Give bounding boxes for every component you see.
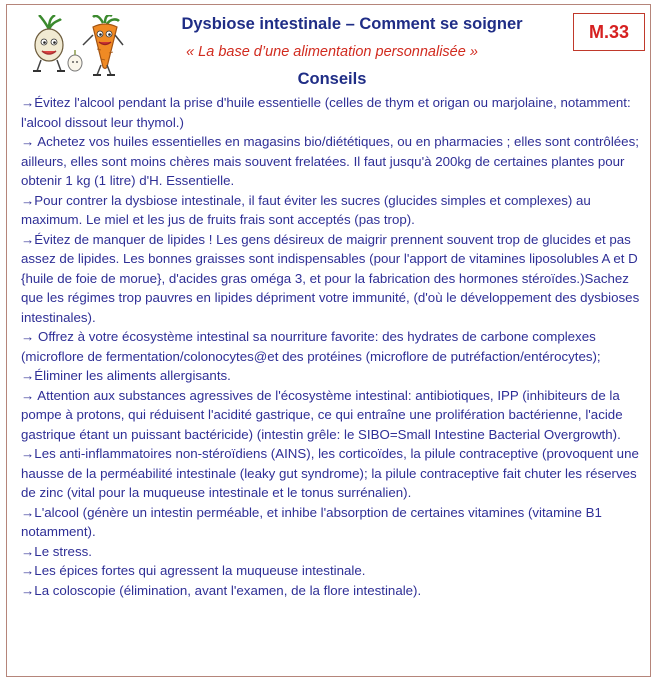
page-subtitle: « La base d’une alimentation personnalisée » (186, 44, 478, 60)
page-reference-badge: M.33 (573, 13, 645, 51)
advice-item: → Attention aux substances agressives de l'écosystème intestinal: antibiotiques, IPP (inhibiteurs de la pompe à protons, qui réduisent l'acidité gastrique, ce qui entraîne une prolifération bactérienne, l'acide gastrique étant un puissant bactéricide) (intestin grêle: le SIBO=Small Intestine Bacterial Overgrowth). (21, 387, 623, 442)
page-title: Dysbiose intestinale – Comment se soigner (181, 15, 523, 33)
document-page (6, 4, 651, 677)
advice-item: →Évitez de manquer de lipides ! Les gens désireux de maigrir prennent souvent trop de glucides et pas assez de lipides. Les bonnes graisses sont indispensables (pour l'apport de vitamines liposolubles A et D {huile de foie de morue}, d'acides gras oméga 3, et pour la fabrication des hormones stéroïdes.)Sachez que les régimes trop pauvres en lipides dépriment votre immunité, (d'où le développement des dysbioses intestinales). (21, 231, 640, 325)
advice-item: →La coloscopie (élimination, avant l'examen, de la flore intestinale). (21, 582, 422, 598)
advice-item: →Les épices fortes qui agressent la muqueuse intestinale. (21, 563, 366, 578)
advice-item: → Achetez vos huiles essentielles en magasins bio/diététiques, ou en pharmacies ; elles sont contrôlées; ailleurs, elles sont moins chères mais souvent frelatées. Il faut jusqu'à 200kg de certaines plantes pour obtenir 1 kg (1 litre) d'H. Essentielle. (21, 134, 639, 188)
advice-item: →Évitez l'alcool pendant la prise d'huile essentielle (celles de thym et origan ou marjolaine, notamment: l'alcool dissout leur thymol.) (21, 95, 631, 130)
advice-item: →Les anti-inflammatoires non-stéroïdiens (AINS), les corticoïdes, la pilule contraceptive (provoquent une hausse de la perméabilité intestinale (leaky gut syndrome); la pilule contraceptive fait chuter les réserves de zinc (vital pour la muqueuse intestinale et le tonus surrénalien). (21, 446, 639, 500)
advice-list (21, 93, 641, 600)
section-heading: Conseils (297, 70, 367, 88)
advice-item: →Pour contrer la dysbiose intestinale, il faut éviter les sucres (glucides simples et complexes) au maximum. Le miel et les jus de fruits frais sont acceptés (pas trop). (21, 192, 591, 227)
advice-item: →Le stress. (21, 543, 92, 559)
advice-item: →L'alcool (génère un intestin perméable, et inhibe l'absorption de certaines vitamines (vitamine B1 notamment). (21, 504, 602, 539)
vegetable-characters-icon (27, 15, 127, 77)
advice-item: →Éliminer les aliments allergisants. (21, 368, 231, 383)
advice-item: → Offrez à votre écosystème intestinal sa nourriture favorite: des hydrates de carbone complexes (microflore de fermentation/colonocytes@et des protéines (microflore de putréfaction/entérocytes); (21, 329, 601, 364)
